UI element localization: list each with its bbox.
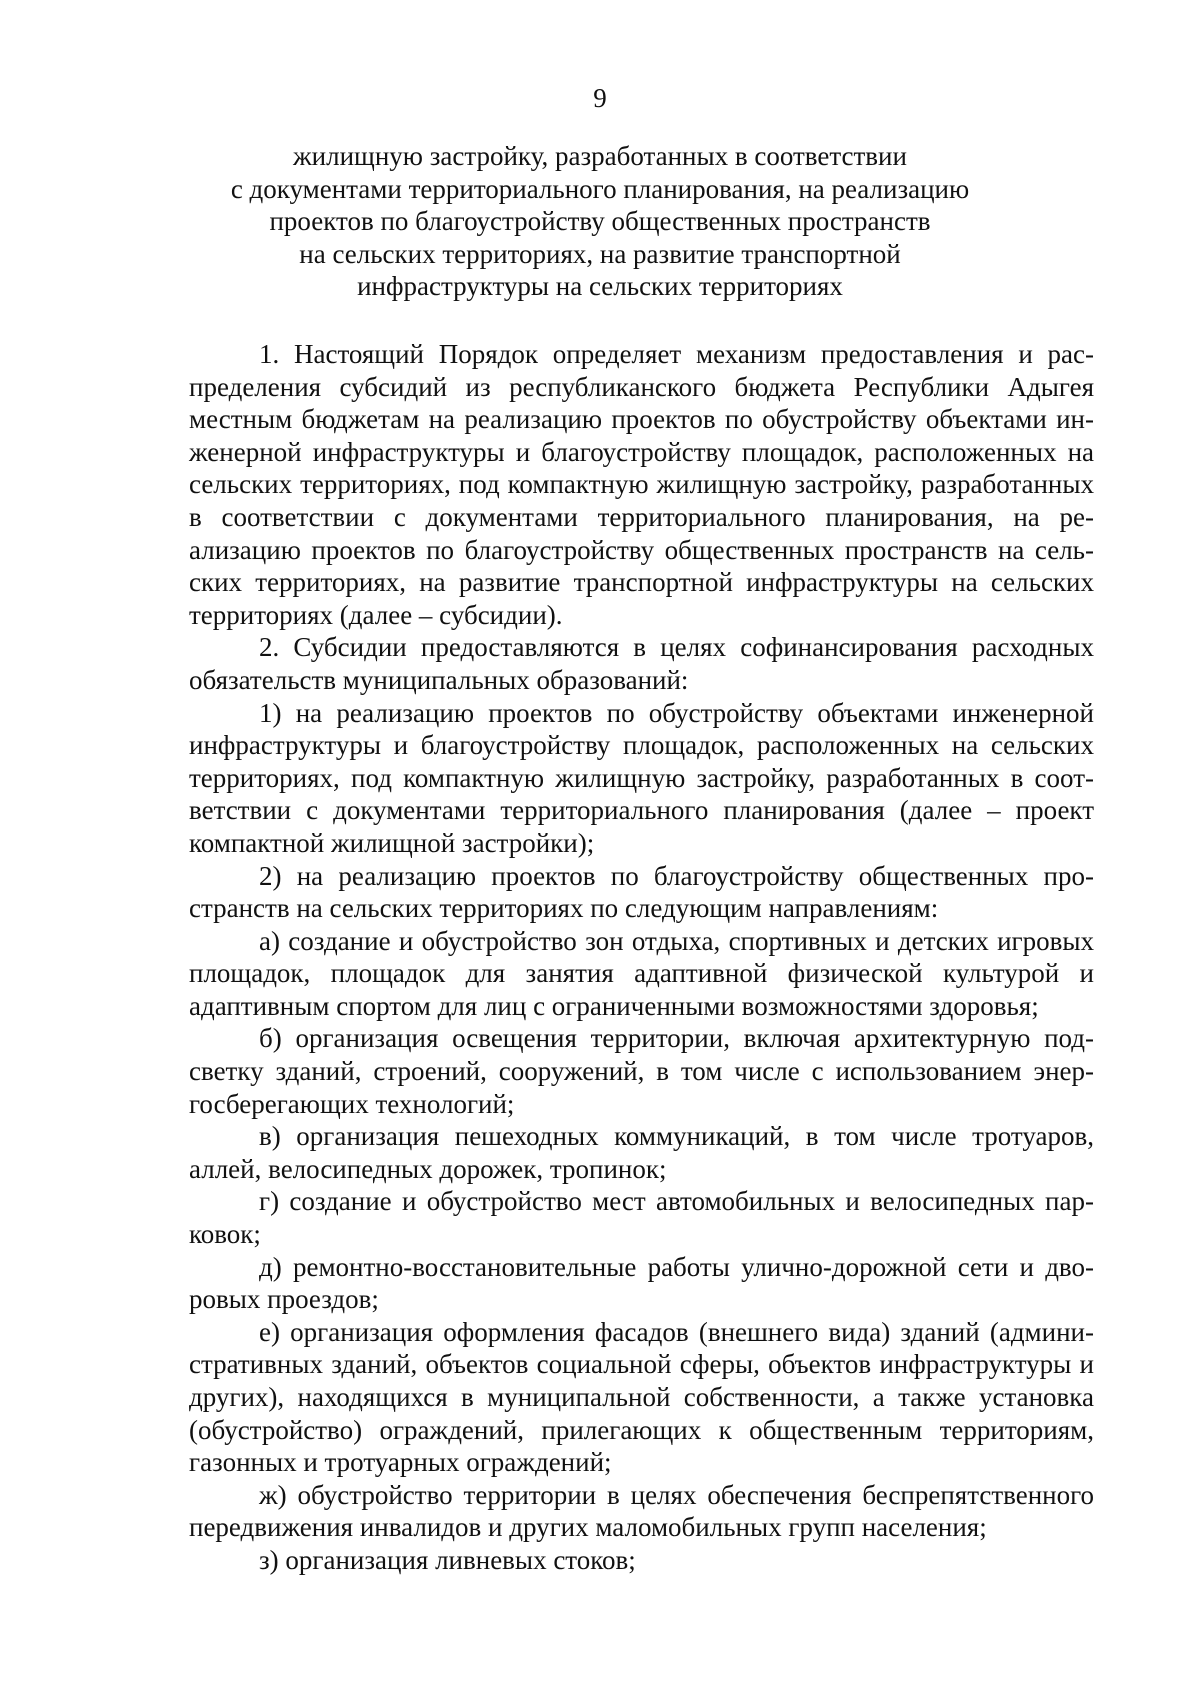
paragraph-subitem-e: е) организация оформления фасадов (внешнего вида) зданий (административных зданий, объектов социальной сферы, объектов инфраструктуры и других), находящихся в муниципальной собственности, а также установка (обустройство) ограждений, прилегающих к общественным территориям, газонных и тротуарных ограждений;: [189, 1316, 1094, 1478]
paragraph-subitem-z: з) организация ливневых стоков;: [259, 1544, 636, 1575]
paragraph-subitem-a: а) создание и обустройство зон отдыха, спортивных и детских игровых площадок, площадок для занятия адаптивной физической культурой и адаптивным спортом для лиц с ограниченными возможностями здоровья;: [189, 925, 1094, 1021]
paragraph-subitem-g: г) создание и обустройство мест автомобильных и велосипедных парковок;: [189, 1186, 1094, 1250]
page-number: 9: [593, 83, 607, 113]
paragraph-subitem-d: д) ремонтно-восстановительные работы улично-дорожной сети и дворовых проездов;: [189, 1251, 1094, 1315]
paragraph-subitem-v: в) организация пешеходных коммуникаций, в том числе тротуаров, аллей, велосипедных дорожек, тропинок;: [189, 1121, 1094, 1184]
title-line: инфраструктуры на сельских территориях: [357, 271, 843, 301]
body-text: [189, 338, 1094, 1577]
paragraph-subitem-2: 2) на реализацию проектов по благоустройству общественных пространств на сельских территориях по следующим направлениям:: [189, 860, 1094, 924]
paragraph-item-2: 2. Субсидии предоставляются в целях софинансирования расходных обязательств муниципальных образований:: [189, 632, 1094, 695]
title-line: проектов по благоустройству общественных пространств: [269, 206, 931, 236]
paragraph-subitem-zh: ж) обустройство территории в целях обеспечения беспрепятственного передвижения инвалидов и других маломобильных групп населения;: [189, 1479, 1094, 1543]
paragraph-subitem-b: б) организация освещения территории, включая архитектурную подсветку зданий, строений, сооружений, в том числе с использованием энергосберегающих технологий;: [189, 1023, 1094, 1119]
paragraph-subitem-1: 1) на реализацию проектов по обустройству объектами инженерной инфраструктуры и благоустройству площадок, расположенных на сельских территориях, под компактную жилищную застройку, разработанных в соответствии с документами территориального планирования (далее – проект компактной жилищной застройки);: [189, 697, 1094, 858]
title-line: на сельских территориях, на развитие транспортной: [299, 238, 901, 269]
title-line: с документами территориального планирования, на реализацию: [230, 173, 970, 204]
section-title: [180, 140, 1020, 303]
title-line: жилищную застройку, разработанных в соответствии: [293, 141, 907, 171]
paragraph-item-1: 1. Настоящий Порядок определяет механизм предоставления и распределения субсидий из республиканского бюджета Республики Адыгея местным бюджетам на реализацию проектов по обустройству объектами инженерной инфраструктуры и благоустройству площадок, расположенных на сельских территориях, под компактную жилищную застройку, разработанных в соответствии с документами территориального планирования, на реализацию проектов по благоустройству общественных пространств на сельских территориях, на развитие транспортной инфраструктуры на сельских территориях (далее – субсидии).: [189, 339, 1094, 630]
